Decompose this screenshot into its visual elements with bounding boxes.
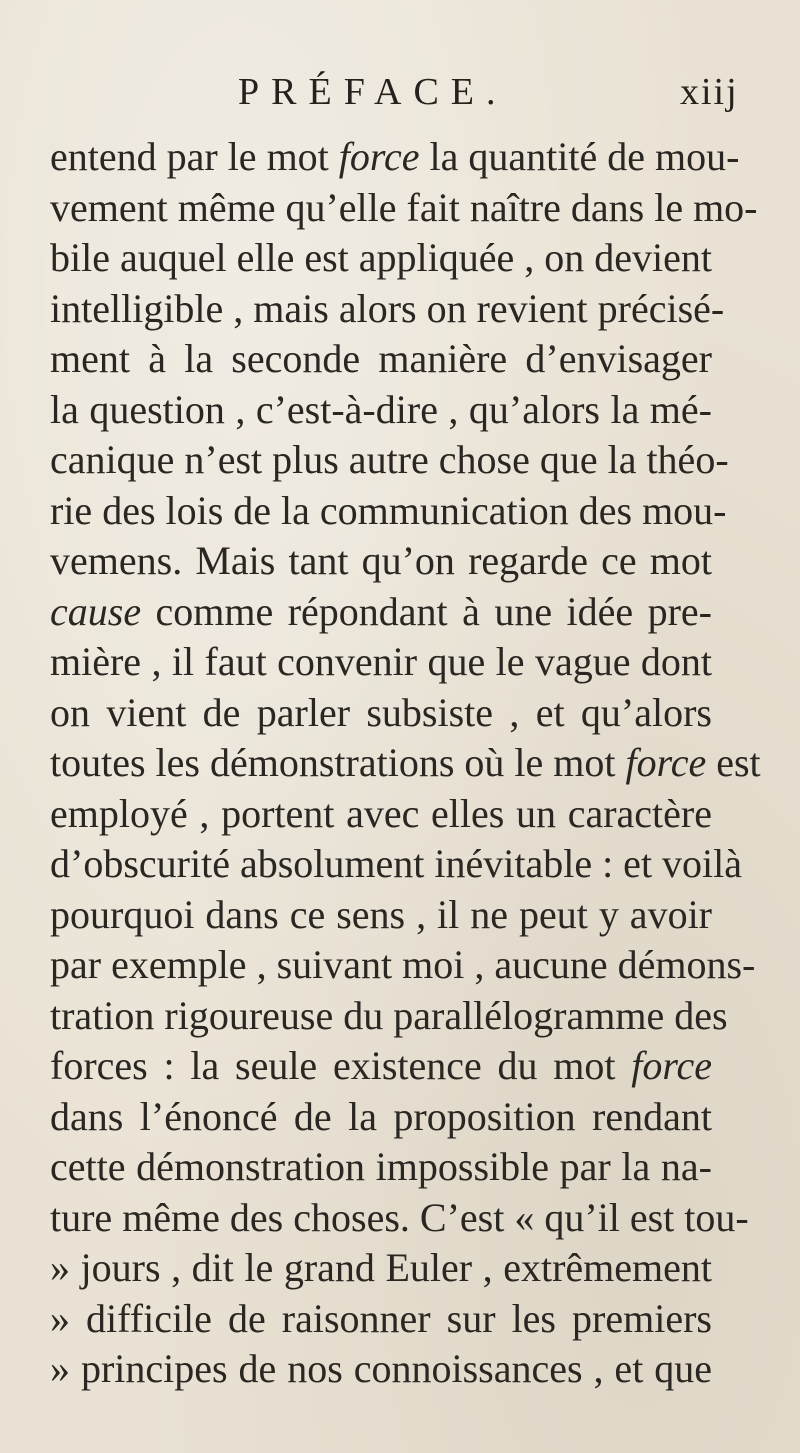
- text-line: [50, 1344, 712, 1395]
- text-segment: toutes les démonstrations où le mot: [50, 740, 626, 785]
- text-segment: dans l’énoncé de la proposition rendant: [50, 1093, 712, 1139]
- text-line: [50, 435, 729, 486]
- text-line: [50, 587, 712, 638]
- text-segment: employé , portent avec elles un caractère: [50, 790, 712, 836]
- text-segment: la question , c’est-à-dire , qu’alors la mé-: [50, 386, 712, 432]
- running-title: PRÉFACE.: [238, 71, 508, 113]
- text-line: [50, 789, 712, 840]
- text-segment: bile auquel elle est appliquée , on devient: [50, 235, 712, 280]
- page-header: [0, 70, 800, 120]
- text-segment: rie des lois de la communication des mou-: [50, 487, 727, 533]
- text-segment: cette démonstration impossible par la na-: [50, 1144, 712, 1189]
- text-segment: par exemple , suivant moi , aucune démons-: [50, 942, 756, 987]
- text-line: [50, 991, 728, 1042]
- text-line: [50, 637, 712, 688]
- text-segment: ment à la seconde manière d’envisager: [50, 336, 712, 381]
- text-segment: la quantité de mou-: [419, 134, 740, 179]
- text-line: [50, 738, 761, 789]
- text-segment: intelligible , mais alors on revient précisé-: [50, 285, 725, 331]
- text-line: [50, 1092, 712, 1143]
- page-number: xiij: [680, 71, 739, 113]
- text-segment: » principes de nos connoissances , et que: [50, 1346, 712, 1391]
- text-segment: tration rigoureuse du parallélogramme des: [50, 992, 728, 1038]
- text-line: [50, 839, 743, 890]
- text-line: [50, 486, 727, 537]
- text-line: [50, 890, 712, 941]
- text-segment: entend par le mot: [50, 134, 339, 179]
- text-line: [50, 385, 712, 436]
- text-segment: canique n’est plus autre chose que la théo-: [50, 437, 729, 482]
- text-line: [50, 1294, 712, 1345]
- text-segment: ture même des choses. C’est « qu’il est tou-: [50, 1194, 749, 1240]
- text-segment: pourquoi dans ce sens , il ne peut y avoir: [50, 891, 712, 937]
- text-line: [50, 536, 712, 587]
- text-segment: » jours , dit le grand Euler , extrêmement: [50, 1245, 712, 1290]
- text-line: [50, 940, 756, 991]
- text-segment: mière , il faut convenir que le vague dont: [50, 639, 712, 684]
- text-segment: forces : la seule existence du mot: [50, 1043, 632, 1088]
- text-line: [50, 284, 725, 335]
- text-line: [50, 233, 712, 284]
- text-line: [50, 1243, 712, 1294]
- text-line: [50, 1142, 712, 1193]
- text-line: [50, 132, 740, 183]
- text-line: [50, 334, 712, 385]
- text-line: [50, 183, 758, 234]
- body-text: [50, 132, 761, 1395]
- italic-term: force: [338, 134, 420, 179]
- italic-term: force: [631, 1043, 712, 1088]
- text-line: [50, 1041, 712, 1092]
- text-segment: » difficile de raisonner sur les premiers: [50, 1295, 712, 1341]
- text-line: [50, 1193, 749, 1244]
- text-segment: est: [706, 740, 761, 785]
- text-segment: comme répondant à une idée pre-: [141, 588, 712, 634]
- text-segment: on vient de parler subsiste , et qu’alors: [50, 689, 712, 735]
- text-line: [50, 688, 712, 739]
- text-segment: vemens. Mais tant qu’on regarde ce mot: [50, 538, 712, 583]
- italic-term: force: [625, 740, 707, 785]
- text-segment: d’obscurité absolument inévitable : et voilà: [50, 841, 743, 886]
- text-segment: vement même qu’elle fait naître dans le mo-: [50, 184, 758, 230]
- italic-term: cause: [50, 588, 142, 634]
